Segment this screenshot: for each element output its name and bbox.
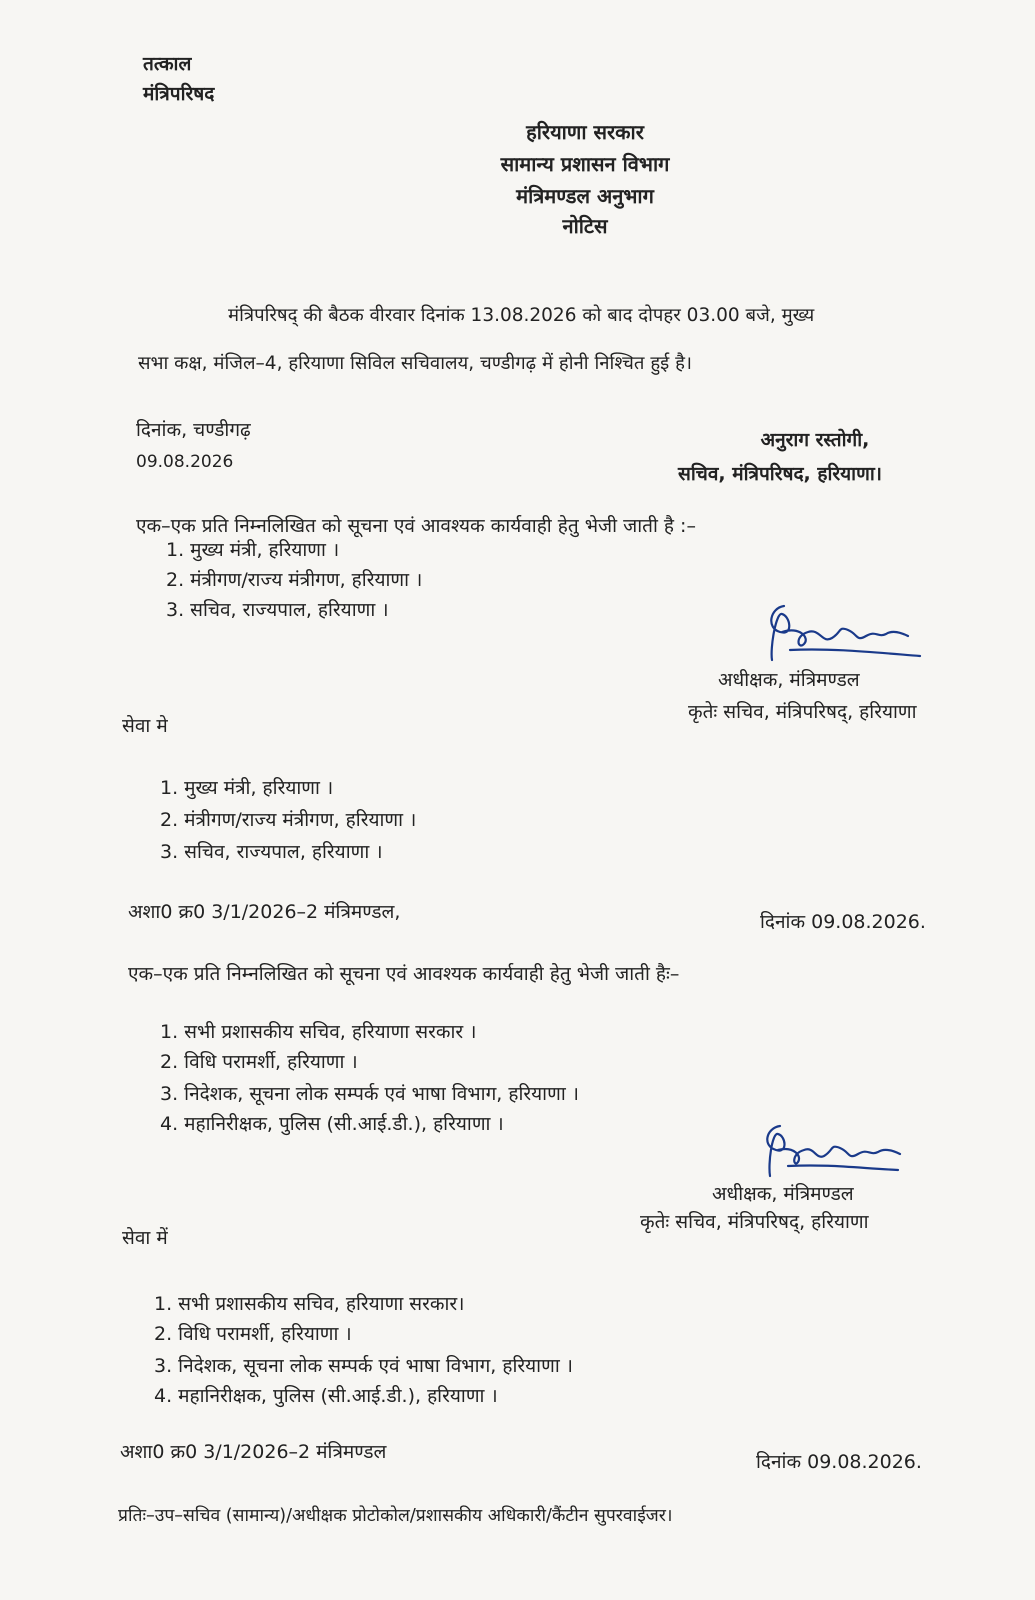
- list-d-item: 4. महानिरीक्षक, पुलिस (सी.आई.डी.), हरियाणा ।: [154, 1385, 498, 1407]
- list-a-item: 3. सचिव, राज्यपाल, हरियाणा ।: [166, 599, 389, 621]
- issue-date: 09.08.2026: [136, 452, 234, 472]
- list-c-item: 1. सभी प्रशासकीय सचिव, हरियाणा सरकार ।: [160, 1021, 477, 1043]
- place-label: दिनांक, चण्डीगढ़: [136, 419, 251, 441]
- reference-date-1: दिनांक 09.08.2026.: [760, 911, 926, 933]
- reference-number-1: अशा0 क्र0 3/1/2026–2 मंत्रिमण्डल,: [128, 901, 401, 923]
- list-d-item: 2. विधि परामर्शी, हरियाणा ।: [154, 1323, 352, 1345]
- urgent-label: तत्काल: [143, 53, 192, 75]
- heading-notice: नोटिस: [562, 214, 608, 238]
- list-a-item: 1. मुख्य मंत्री, हरियाणा ।: [166, 539, 340, 561]
- list-c-item: 3. निदेशक, सूचना लोक सम्पर्क एवं भाषा विभाग, हरियाणा ।: [160, 1083, 579, 1105]
- notice-body-line-1: मंत्रिपरिषद् की बैठक वीरवार दिनांक 13.08.2026 को बाद दोपहर 03.00 बजे, मुख्य: [228, 305, 815, 326]
- copy-note-2: एक–एक प्रति निम्नलिखित को सूचना एवं आवश्यक कार्यवाही हेतु भेजी जाती हैः–: [128, 963, 680, 985]
- list-a-item: 2. मंत्रीगण/राज्य मंत्रीगण, हरियाणा ।: [166, 569, 423, 591]
- heading-department: सामान्य प्रशासन विभाग: [500, 152, 670, 176]
- list-b-item: 3. सचिव, राज्यपाल, हरियाणा ।: [160, 841, 383, 863]
- superintendent-for: कृतेः सचिव, मंत्रिपरिषद्, हरियाणा: [688, 701, 917, 723]
- notice-body-line-2: सभा कक्ष, मंजिल–4, हरियाणा सिविल सचिवालय, चण्डीगढ़ में होनी निश्चित हुई है।: [138, 353, 692, 374]
- list-d-item: 3. निदेशक, सूचना लोक सम्पर्क एवं भाषा विभाग, हरियाणा ।: [154, 1355, 573, 1377]
- list-c-item: 4. महानिरीक्षक, पुलिस (सी.आई.डी.), हरियाणा ।: [160, 1113, 504, 1135]
- superintendent-2-for: कृतेः सचिव, मंत्रिपरिषद्, हरियाणा: [640, 1211, 869, 1233]
- superintendent-title: अधीक्षक, मंत्रिमण्डल: [718, 669, 860, 691]
- addressed-to-label-2: सेवा में: [122, 1227, 168, 1249]
- handwritten-signature-2: [758, 1120, 908, 1182]
- list-d-item: 1. सभी प्रशासकीय सचिव, हरियाणा सरकार।: [154, 1293, 465, 1315]
- footer-copy-to: प्रतिः–उप–सचिव (सामान्य)/अधीक्षक प्रोटोकोल/प्रशासकीय अधिकारी/कैंटीन सुपरवाईजर।: [118, 1506, 673, 1526]
- reference-date-2: दिनांक 09.08.2026.: [756, 1451, 922, 1473]
- heading-government: हरियाणा सरकार: [526, 120, 644, 144]
- list-c-item: 2. विधि परामर्शी, हरियाणा ।: [160, 1051, 358, 1073]
- council-label: मंत्रिपरिषद: [143, 83, 215, 105]
- copy-note-1: एक–एक प्रति निम्नलिखित को सूचना एवं आवश्यक कार्यवाही हेतु भेजी जाती है :–: [136, 515, 696, 537]
- signatory-title: सचिव, मंत्रिपरिषद, हरियाणा।: [678, 463, 882, 485]
- signatory-name: अनुराग रस्तोगी,: [760, 429, 870, 451]
- addressed-to-label-1: सेवा मे: [122, 715, 168, 737]
- reference-number-2: अशा0 क्र0 3/1/2026–2 मंत्रिमण्डल: [120, 1441, 387, 1463]
- superintendent-2-title: अधीक्षक, मंत्रिमण्डल: [712, 1183, 854, 1205]
- heading-section: मंत्रिमण्डल अनुभाग: [516, 184, 654, 208]
- list-b-item: 1. मुख्य मंत्री, हरियाणा ।: [160, 777, 334, 799]
- list-b-item: 2. मंत्रीगण/राज्य मंत्रीगण, हरियाणा ।: [160, 809, 417, 831]
- handwritten-signature-1: [760, 598, 930, 670]
